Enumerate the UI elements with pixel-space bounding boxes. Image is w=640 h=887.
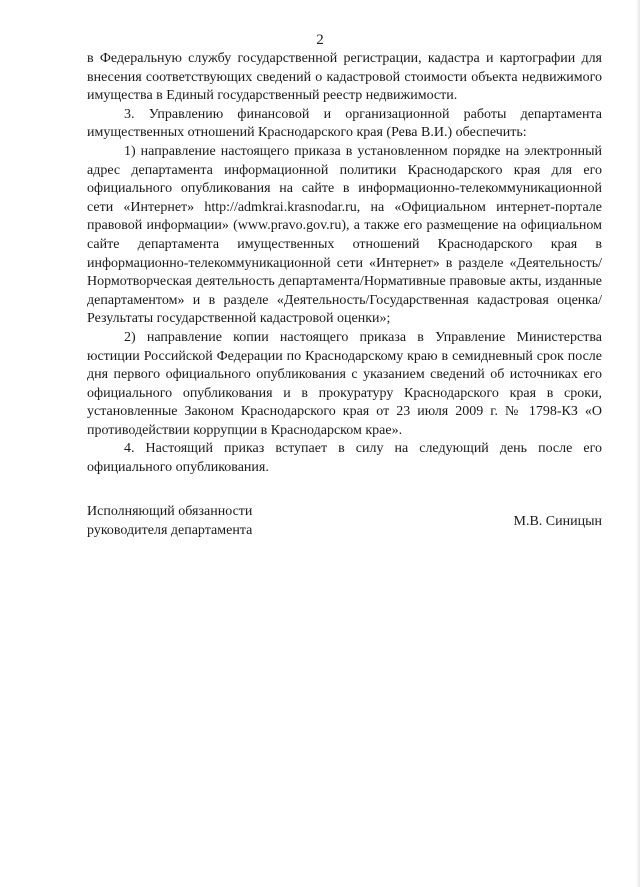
page-number: 2 [316, 32, 324, 48]
signer-position-line-1: Исполняющий обязанности [87, 504, 253, 519]
paragraph-item-3-2: 2) направление копии настоящего приказа в Управление Министерства юстиции Российской Федерации по Краснодарскому краю в семидневный срок после дня первого официального опубликования с указанием сведений об источниках его официального опубликования и в прокуратуру Краснодарского края в сроки, установленные Законом Краснодарского края от 23 июля 2009 г. № 1798-КЗ «О противодействии коррупции в Краснодарском крае». [87, 329, 602, 438]
paragraph-item-4: 4. Настоящий приказ вступает в силу на следующий день после его официального опубликования. [87, 441, 602, 476]
signer-name: М.В. Синицын [513, 514, 602, 529]
paragraph-item-3: 3. Управлению финансовой и организационной работы департамента имущественных отношений Краснодарского края (Рева В.И.) обеспечить: [87, 106, 602, 141]
paragraph-item-3-1: 1) направление настоящего приказа в установленном порядке на электронный адрес департамента информационной политики Краснодарского края для его официального опубликования на сайте в информационно-телекоммуникационной сети «Интернет» http://admkrai.krasnodar.ru, на «Официальном интернет-портале правовой информации» (www.pravo.gov.ru), а также его размещение на официальном сайте департамента имущественных отношений Краснодарского края в информационно-телекоммуникационной сети «Интернет» в разделе «Деятельность/Нормотворческая деятельность департамента/Нормативные правовые акты, изданные департаментом» и в разделе «Деятельность/Государственная кадастровая оценка/Результаты государственной кадастровой оценки»; [87, 143, 602, 327]
signer-position [87, 503, 252, 540]
signature-block [87, 503, 602, 540]
scan-edge-shadow [636, 0, 640, 887]
paragraph-registry: в Федеральную службу государственной регистрации, кадастра и картографии для внесения соответствующих сведений о кадастровой стоимости объекта недвижимого имущества в Единый государственный реестр недвижимости. [87, 51, 602, 104]
signer-position-line-2: руководителя департамента [87, 522, 253, 538]
document-body [87, 50, 602, 478]
